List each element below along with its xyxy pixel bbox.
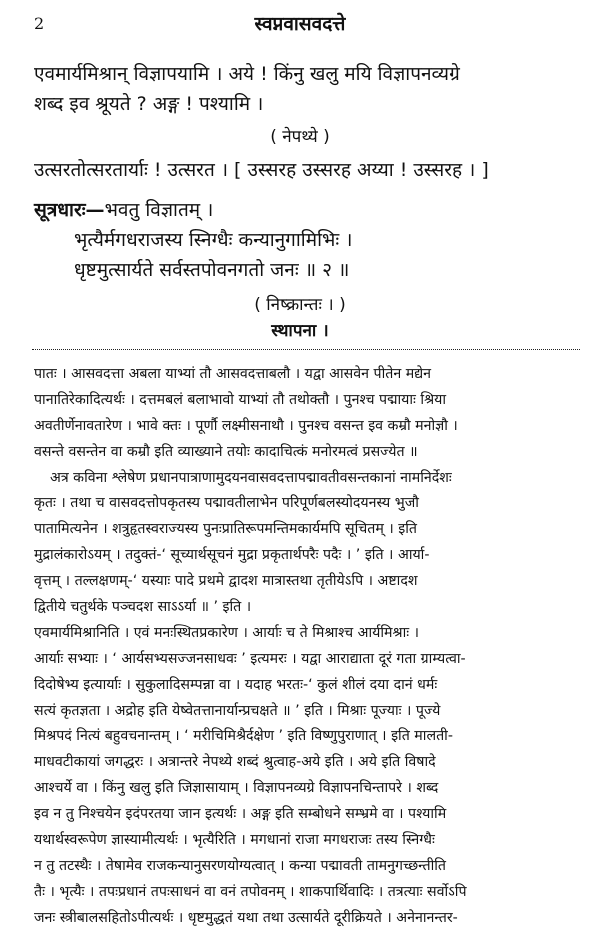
commentary-line: मुद्रालंकारोऽयम् । तदुक्तं-‘ सूच्यार्थसूचनं मुद्रा प्रकृतार्थपरैः पदैः । ’ इति । आर्या- xyxy=(34,547,430,564)
verse-line-3: उत्सरतोत्सरतार्याः ! उत्सरत । [ उस्सरह उस्सरह अय्या ! उस्सरह । ] xyxy=(34,159,489,181)
stage-direction-nepathye: ( नेपथ्ये ) xyxy=(270,127,330,147)
commentary xyxy=(34,362,580,932)
verse-line-6: धृष्टमुत्सार्यते सर्वस्तपोवनगतो जनः ॥ २ ॥ xyxy=(74,259,350,281)
verse-line-5: भृत्यैर्मगधराजस्य स्निग्धैः कन्यानुगामिभिः । xyxy=(74,229,353,251)
verse-line-1: एवमार्यमिश्रान् विज्ञापयामि । अये ! किंनु खलु मयि विज्ञापनव्यग्रे xyxy=(34,63,460,85)
separator-rule xyxy=(32,349,580,350)
page-number: 2 xyxy=(34,14,45,33)
verse-line-2: शब्द इव श्रूयते ? अङ्ग ! पश्यामि । xyxy=(34,93,264,115)
page-header xyxy=(0,6,600,35)
sthapana-heading: स्थापना । xyxy=(271,321,329,341)
stage-direction-exit: ( निष्क्रान्तः । ) xyxy=(254,295,346,315)
commentary-line: न तु तटस्थैः । तेषामेव राजकन्यानुसरणयोग्यत्वात् । कन्या पद्मावती तामनुगच्छन्तीति xyxy=(34,857,447,874)
speaker-sutradhara: सूत्रधारः— xyxy=(34,199,105,221)
commentary-line: वृत्तम् । तल्लक्षणम्-‘ यस्याः पादे प्रथमे द्वादश मात्रास्तथा तृतीयेऽपि । अष्टादश xyxy=(34,573,418,590)
commentary-line: माधवटीकायां जगद्धरः । अत्रान्तरे नेपथ्ये शब्दं श्रुत्वाह-अये इति । अये इति विषादे xyxy=(34,754,436,771)
running-title: स्वप्नवासवदत्ते xyxy=(254,13,346,35)
commentary-line: द्वितीये चतुर्थके पञ्चदश साऽऽर्या ॥ ’ इति । xyxy=(34,599,252,616)
commentary-line: अत्र कविना श्लेषेण प्रधानपात्राणामुदयनवासवदत्तापद्मावतीवसन्तकानां नामनिर्देशः xyxy=(50,469,452,486)
commentary-line: एवमार्यमिश्रानिति । एवं मनःस्थितप्रकारेण । आर्याः च ते मिश्राश्च आर्यमिश्राः । xyxy=(34,624,420,641)
commentary-line: जनः स्त्रीबालसहितोऽपीत्यर्थः । धृष्टमुद्धतं यथा तथा उत्सार्यते दूरीक्रियते । अनेनानन्तर- xyxy=(34,909,458,926)
commentary-line: इव न तु निश्चयेन इदंपरतया जान इत्यर्थः । अङ्ग इति सम्बोधने सम्भ्रमे वा । पश्यामि xyxy=(34,806,447,823)
commentary-line: मिश्रपदं नित्यं बहुवचनान्तम् । ‘ मरीचिमिश्रैर्दक्षेण ’ इति विष्णुपुराणात् । इति मालती- xyxy=(34,728,453,745)
commentary-line: आर्याः सभ्याः । ‘ आर्यसभ्यसज्जनसाधवः ’ इत्यमरः । यद्वा आराद्याता दूरं गता ग्राम्यत्वा- xyxy=(34,650,466,667)
verse-line-4 xyxy=(34,196,570,225)
commentary-line: सत्यं कृतज्ञता । अद्रोह इति येष्वेतत्तानार्यान्प्रचक्षते ॥ ’ इति । मिश्राः पूज्याः । पूज्ये xyxy=(34,702,441,719)
commentary-line: तैः । भृत्यैः । तपःप्रधानं तपःसाधनं वा वनं तपोवनम् । शाकपार्थिवादिः । तत्रत्याः सर्वोऽपि xyxy=(34,883,467,900)
commentary-line: पातः । आसवदत्ता अबला याभ्यां तौ आसवदत्ताबलौ । यद्वा आसवेन पीतेन मद्येन xyxy=(34,366,432,382)
commentary-line: दिदोषेभ्य इत्यार्याः । सुकुलादिसम्पन्ना वा । यदाह भरतः-‘ कुलं शीलं दया दानं धर्मः xyxy=(34,676,438,693)
commentary-line: पातामित्यनेन । शत्रुहृतस्वराज्यस्य पुनःप्रातिरूपमन्तिमकार्यमपि सूचितम् । इति xyxy=(34,521,417,538)
commentary-line: वसन्ते वसन्तेन वा कम्रौ इति व्याख्याने तयोः कादाचित्कं मनोरमत्वं प्रसज्येत ॥ xyxy=(34,443,418,460)
commentary-line: पानातिरेकादित्यर्थः । दत्तमबलं बलाभावो याभ्यां तौ तथोक्तौ । पुनश्च पद्मायाः श्रिया xyxy=(34,391,447,408)
commentary-line: आश्चर्ये वा । किंनु खलु इति जिज्ञासायाम् । विज्ञापनव्यग्रे विज्ञापनचिन्तापरे । शब्द xyxy=(34,780,439,797)
commentary-line: कृतः । तथा च वासवदत्तोपकृतस्य पद्मावतीलाभेन परिपूर्णबलस्योदयनस्य भुजौ xyxy=(34,495,419,512)
commentary-line: यथार्थस्वरूपेण ज्ञास्यामीत्यर्थः । भृत्यैरिति । मगधानां राजा मगधराजः तस्य स्निग्धैः xyxy=(34,832,435,849)
verse-line-4-text: भवतु विज्ञातम् । xyxy=(104,199,214,221)
commentary-line: अवतीर्णेनावतारेण । भावे क्तः । पूर्णौ लक्ष्मीसनाथौ । पुनश्च वसन्त इव कम्रौ मनोज्ञौ । xyxy=(34,417,458,434)
